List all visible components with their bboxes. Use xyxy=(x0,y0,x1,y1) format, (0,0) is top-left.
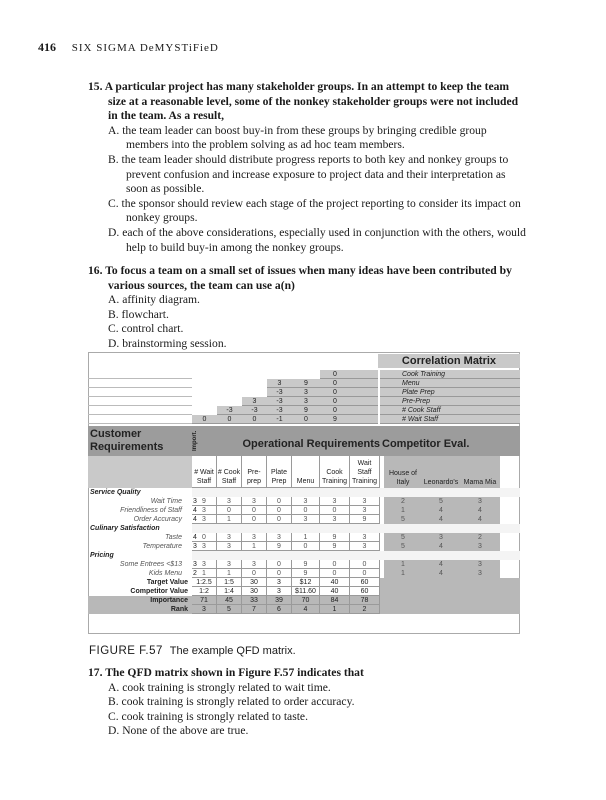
correlation-value: 0 xyxy=(333,380,337,387)
relationship-value: 0 xyxy=(350,560,380,569)
competitor-value: 1 xyxy=(384,560,422,569)
correlation-value: 0 xyxy=(333,371,337,378)
correlation-value: -3 xyxy=(276,407,283,414)
grid-line xyxy=(88,415,192,424)
summary-value: 2 xyxy=(350,605,380,614)
relationship-value: 1 xyxy=(242,542,267,551)
summary-value: 78 xyxy=(350,596,380,605)
importance-value: 4 xyxy=(193,507,197,514)
summary-value: 45 xyxy=(217,596,242,605)
relationship-value: 9 xyxy=(192,497,217,506)
relationship-value: 3 xyxy=(192,506,217,515)
summary-label: Target Value xyxy=(146,579,188,586)
option-b: B. cook training is strongly related to order accuracy. xyxy=(108,695,355,709)
correlation-value: 0 xyxy=(252,416,257,423)
figure-caption xyxy=(89,645,296,657)
relationship-value: 0 xyxy=(242,569,267,578)
competitor-value: 4 xyxy=(422,560,460,569)
summary-value: 6 xyxy=(267,605,292,614)
relationship-value: 0 xyxy=(292,542,320,551)
page-number: 416 xyxy=(38,40,56,54)
relationship-value: 3 xyxy=(192,515,217,524)
summary-value: 1:2.5 xyxy=(192,578,217,587)
column-header-blank xyxy=(88,456,192,488)
requirement-label: Some Entrees <$13 xyxy=(119,561,182,568)
correlation-row-label: Menu xyxy=(380,379,520,388)
relationship-value: 3 xyxy=(350,542,380,551)
competitor-value: 4 xyxy=(460,515,500,524)
question-15 xyxy=(88,80,528,255)
grid-line xyxy=(88,388,192,397)
relationship-value: 1 xyxy=(292,533,320,542)
competitor-value: 3 xyxy=(460,497,500,506)
correlation-value: 3 xyxy=(277,380,282,387)
relationship-value: 0 xyxy=(320,506,350,515)
requirement-label: Kids Menu xyxy=(148,570,182,577)
importance-value: 4 xyxy=(193,534,197,541)
correlation-value: 0 xyxy=(333,407,337,414)
summary-blank xyxy=(380,605,520,614)
summary-value: 84 xyxy=(320,596,350,605)
relationship-value: 0 xyxy=(267,569,292,578)
relationship-value: 0 xyxy=(242,506,267,515)
relationship-value: 0 xyxy=(267,560,292,569)
relationship-value: 0 xyxy=(320,560,350,569)
competitor-value: 4 xyxy=(422,506,460,515)
summary-value: $12 xyxy=(292,578,320,587)
relationship-value: 3 xyxy=(267,533,292,542)
correlation-value: 0 xyxy=(333,389,337,396)
op-column-header: Pre-prep xyxy=(242,456,267,488)
summary-value: 5 xyxy=(217,605,242,614)
relationship-value: 3 xyxy=(192,560,217,569)
relationship-value: 1 xyxy=(217,515,242,524)
relationship-value: 3 xyxy=(350,506,380,515)
correlation-value: 3 xyxy=(252,398,257,405)
operational-requirements-header: Operational Requirements xyxy=(206,426,380,456)
figure-caption-text: The example QFD matrix. xyxy=(169,645,296,657)
relationship-value: 3 xyxy=(292,515,320,524)
correlation-value: 9 xyxy=(304,380,308,387)
question-stem: 16. To focus a team on a small set of issues when many ideas have been contributed by various sources, the team can use a(n) xyxy=(88,264,512,292)
relationship-value: 3 xyxy=(242,533,267,542)
relationship-value: 1 xyxy=(192,569,217,578)
option-c: C. the sponsor should review each stage of the project reporting to consider its impact on nonkey groups. xyxy=(108,196,521,225)
importance-value: 3 xyxy=(193,498,197,505)
question-17 xyxy=(88,666,528,739)
relationship-value: 3 xyxy=(320,497,350,506)
correlation-title: Correlation Matrix xyxy=(378,354,520,368)
relationship-value: 3 xyxy=(217,560,242,569)
competitor-column-header: Mama Mia xyxy=(460,456,500,488)
importance-value: 4 xyxy=(193,516,197,523)
competitor-value: 5 xyxy=(422,497,460,506)
correlation-value: 0 xyxy=(333,398,337,405)
importance-value: 3 xyxy=(193,543,197,550)
relationship-value: 3 xyxy=(350,533,380,542)
op-column-header: Menu xyxy=(292,456,320,488)
summary-value: 3 xyxy=(267,578,292,587)
correlation-value: 9 xyxy=(304,407,308,414)
option-a: A. cook training is strongly related to wait time. xyxy=(108,680,331,694)
competitor-eval-header: Competitor Eval. xyxy=(380,426,520,456)
relationship-value: 0 xyxy=(350,569,380,578)
summary-value: 1:5 xyxy=(217,578,242,587)
correlation-row-label: Plate Prep xyxy=(380,388,520,397)
figure-label: FIGURE F.57 xyxy=(89,645,163,657)
correlation-row-label: Pre-Prep xyxy=(380,397,520,406)
relationship-value: 0 xyxy=(192,533,217,542)
requirement-label: Temperature xyxy=(142,543,182,550)
summary-value: 60 xyxy=(350,587,380,596)
importance-value: 3 xyxy=(193,561,197,568)
relationship-value: 9 xyxy=(292,560,320,569)
competitor-value: 1 xyxy=(384,569,422,578)
competitor-value: 2 xyxy=(460,533,500,542)
summary-value: $11.60 xyxy=(292,587,320,596)
grid-line xyxy=(88,370,192,379)
relationship-value: 9 xyxy=(320,542,350,551)
requirement-label: Wait Time xyxy=(150,498,182,505)
correlation-value: -3 xyxy=(226,407,233,414)
relationship-value: 0 xyxy=(320,569,350,578)
relationship-value: 0 xyxy=(267,515,292,524)
competitor-value: 4 xyxy=(422,542,460,551)
correlation-row-label: # Wait Staff xyxy=(380,415,520,424)
relationship-value: 0 xyxy=(242,515,267,524)
summary-value: 3 xyxy=(192,605,217,614)
competitor-value: 5 xyxy=(384,515,422,524)
group-band xyxy=(192,488,520,497)
relationship-value: 3 xyxy=(192,542,217,551)
summary-value: 3 xyxy=(267,587,292,596)
relationship-value: 3 xyxy=(292,497,320,506)
competitor-value: 4 xyxy=(422,569,460,578)
summary-value: 70 xyxy=(292,596,320,605)
option-a: A. the team leader can boost buy-in from these groups by bringing credible group members into the problem solving as ad hoc team members. xyxy=(108,123,487,152)
relationship-value: 3 xyxy=(217,497,242,506)
correlation-value: -3 xyxy=(276,389,283,396)
summary-value: 1:4 xyxy=(217,587,242,596)
competitor-value: 3 xyxy=(460,569,500,578)
option-c: C. control chart. xyxy=(108,322,184,336)
relationship-value: 0 xyxy=(267,497,292,506)
correlation-row-label: Cook Training xyxy=(380,370,520,379)
relationship-value: 9 xyxy=(292,569,320,578)
competitor-column-header: House of Italy xyxy=(384,456,422,488)
option-d: D. brainstorming session. xyxy=(108,336,227,350)
relationship-value: 3 xyxy=(350,497,380,506)
correlation-value: 0 xyxy=(202,416,207,423)
option-d: D. each of the above considerations, especially used in conjunction with the others, would help to build buy-in among the nonkey groups. xyxy=(108,225,526,254)
grid-line xyxy=(88,379,192,388)
group-band xyxy=(192,524,520,533)
competitor-column-header: Leonardo's xyxy=(422,456,460,488)
op-column-header: # Wait Staff xyxy=(192,456,217,488)
relationship-value: 9 xyxy=(320,533,350,542)
group-label: Service Quality xyxy=(90,489,141,496)
summary-blank xyxy=(380,596,520,605)
relationship-value: 0 xyxy=(292,506,320,515)
relationship-value: 3 xyxy=(242,560,267,569)
summary-label: Rank xyxy=(88,605,192,614)
op-column-header: Cook Training xyxy=(320,456,350,488)
group-band xyxy=(192,551,520,560)
correlation-value: 0 xyxy=(304,416,308,423)
question-16 xyxy=(88,264,528,352)
competitor-value: 5 xyxy=(384,542,422,551)
correlation-value: 0 xyxy=(227,416,232,423)
correlation-value: -1 xyxy=(276,416,283,423)
group-label: Pricing xyxy=(90,552,114,559)
option-c: C. cook training is strongly related to taste. xyxy=(108,709,308,723)
customer-requirements-header: Customer Requirements xyxy=(88,426,192,456)
summary-label: Competitor Value xyxy=(130,588,188,595)
summary-label: Importance xyxy=(88,596,192,605)
question-stem: 17. The QFD matrix shown in Figure F.57 indicates that xyxy=(88,666,364,679)
correlation-row-label: # Cook Staff xyxy=(380,406,520,415)
summary-value: 33 xyxy=(242,596,267,605)
correlation-value: -3 xyxy=(251,407,258,414)
requirement-label: Friendliness of Staff xyxy=(120,507,182,514)
option-b: B. the team leader should distribute progress reports to both key and nonkey groups to prevent confusion and increase exposure to project data and their interpretation as soon as possible. xyxy=(108,152,509,196)
book-title: SIX SIGMA DeMYSTiFieD xyxy=(71,42,219,54)
relationship-value: 3 xyxy=(242,497,267,506)
competitor-value: 2 xyxy=(384,497,422,506)
competitor-value: 3 xyxy=(422,533,460,542)
running-header xyxy=(38,40,219,55)
relationship-value: 9 xyxy=(267,542,292,551)
correlation-value: 9 xyxy=(333,416,337,423)
competitor-value: 4 xyxy=(422,515,460,524)
summary-blank xyxy=(380,578,520,587)
relationship-value: 3 xyxy=(320,515,350,524)
correlation-value: 3 xyxy=(304,389,308,396)
group-label: Culinary Satisfaction xyxy=(90,525,160,532)
competitor-value: 1 xyxy=(384,506,422,515)
grid-line xyxy=(88,397,192,406)
summary-value: 40 xyxy=(320,578,350,587)
import-header: Import. xyxy=(192,426,206,456)
summary-value: 30 xyxy=(242,578,267,587)
option-b: B. flowchart. xyxy=(108,307,169,321)
summary-value: 71 xyxy=(192,596,217,605)
competitor-value: 3 xyxy=(460,560,500,569)
summary-value: 30 xyxy=(242,587,267,596)
competitor-value: 4 xyxy=(460,506,500,515)
relationship-value: 0 xyxy=(267,506,292,515)
question-stem: 15. A particular project has many stakeholder groups. In an attempt to keep the team size at a reasonable level, some of the nonkey stakeholder groups were not included in the team. As a result, xyxy=(88,80,519,123)
relationship-value: 3 xyxy=(217,533,242,542)
op-column-header: Wait Staff Training xyxy=(350,456,380,488)
relationship-value: 3 xyxy=(217,542,242,551)
op-column-header: # Cook Staff xyxy=(217,456,242,488)
summary-value: 1 xyxy=(320,605,350,614)
relationship-value: 9 xyxy=(350,515,380,524)
summary-value: 4 xyxy=(292,605,320,614)
importance-value: 2 xyxy=(193,570,197,577)
relationship-value: 1 xyxy=(217,569,242,578)
option-d: D. None of the above are true. xyxy=(108,724,249,738)
competitor-value: 3 xyxy=(460,542,500,551)
requirement-label: Taste xyxy=(165,534,182,541)
summary-value: 7 xyxy=(242,605,267,614)
summary-value: 40 xyxy=(320,587,350,596)
summary-value: 39 xyxy=(267,596,292,605)
grid-line xyxy=(88,406,192,415)
relationship-value: 0 xyxy=(217,506,242,515)
qfd-matrix xyxy=(88,352,520,634)
op-column-header: Plate Prep xyxy=(267,456,292,488)
summary-blank xyxy=(380,587,520,596)
competitor-value: 5 xyxy=(384,533,422,542)
requirement-label: Order Accuracy xyxy=(133,516,182,523)
summary-value: 60 xyxy=(350,578,380,587)
summary-value: 1:2 xyxy=(192,587,217,596)
correlation-value: 3 xyxy=(304,398,308,405)
correlation-value: -3 xyxy=(276,398,283,405)
option-a: A. affinity diagram. xyxy=(108,293,200,307)
